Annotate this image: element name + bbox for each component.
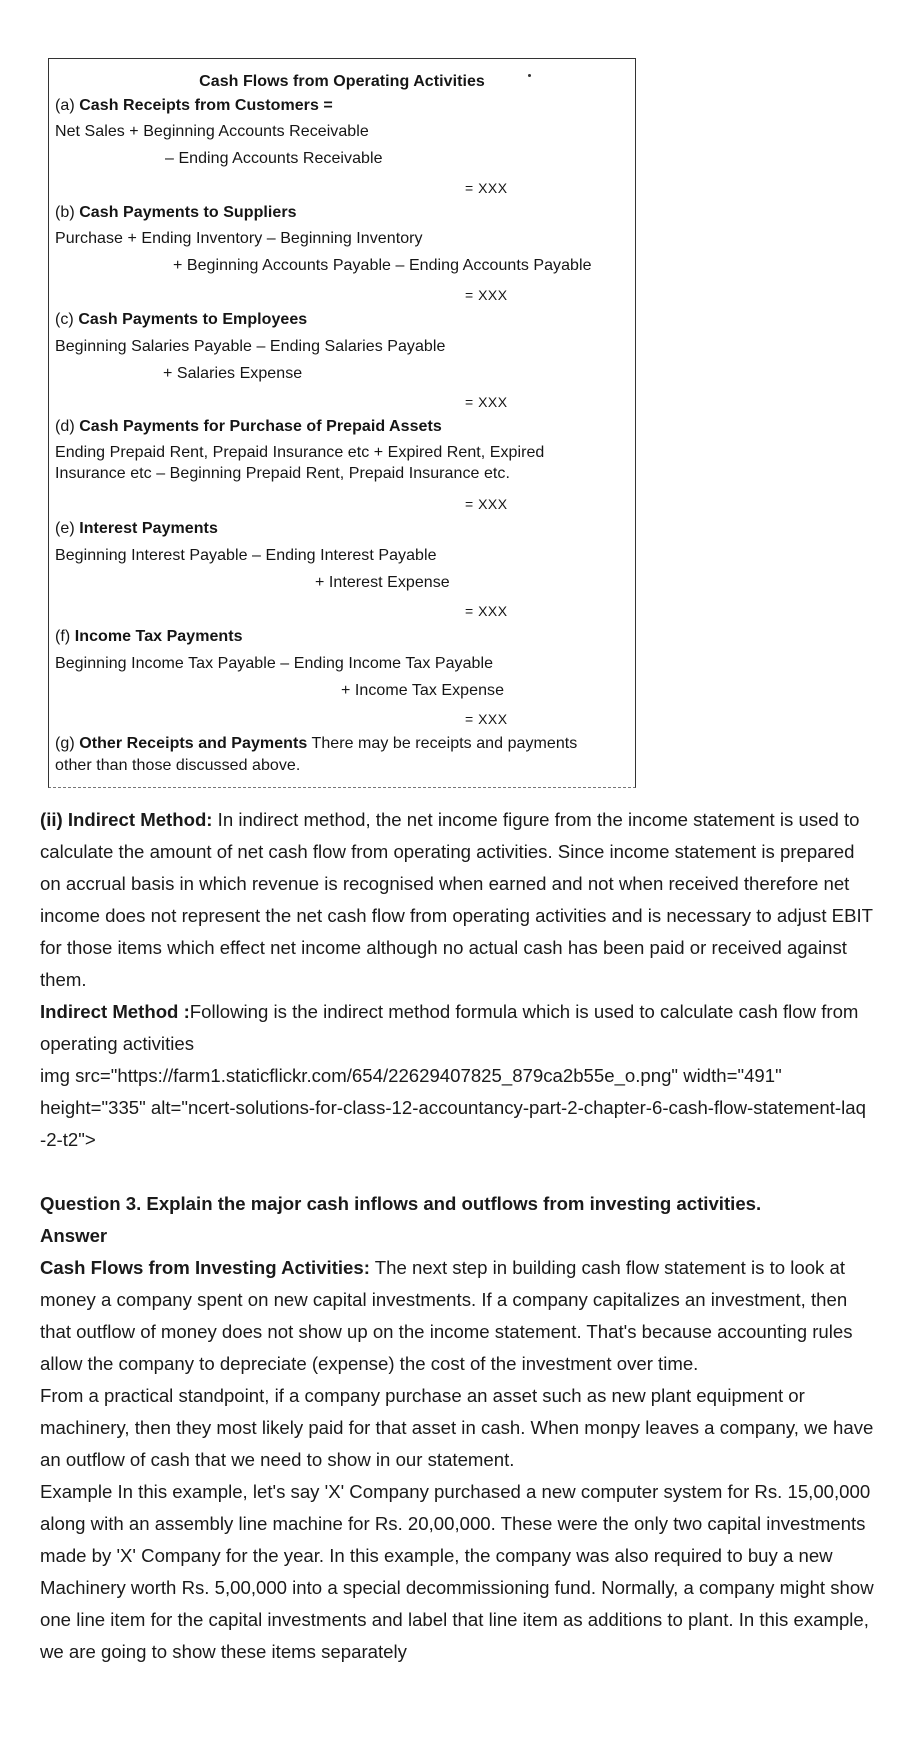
section-c-prefix: (c) <box>55 311 79 328</box>
section-f-result: = XXX <box>465 711 508 727</box>
indirect-method-paragraph <box>40 804 876 996</box>
example-paragraph: Example In this example, let's say 'X' Company purchased a new computer system for Rs. 15,00,000 along with an assembly line machine for Rs. 20,00,000. These were the only two capital investments made by 'X' Company for the year. In this example, the company was also required to buy a new Machinery worth Rs. 5,00,000 into a special decommissioning fund. Normally, a company might show one line item for the capital investments and label that line item as additions to plant. In this example, we are going to show these items separately <box>40 1481 874 1662</box>
section-g-text: There may be receipts and payments <box>307 735 578 752</box>
section-e-line-2: + Interest Expense <box>315 574 450 591</box>
section-g-title: Other Receipts and Payments <box>79 735 308 752</box>
section-d-line-1: Ending Prepaid Rent, Prepaid Insurance etc + Expired Rent, Expired <box>55 444 545 461</box>
section-g-line-1 <box>55 735 577 753</box>
section-d-line-2: Insurance etc – Beginning Prepaid Rent, Prepaid Insurance etc. <box>55 465 510 482</box>
section-a-line-2: – Ending Accounts Receivable <box>165 150 383 167</box>
section-e-heading <box>55 520 218 538</box>
section-a-heading <box>55 97 333 115</box>
section-f-prefix: (f) <box>55 628 75 645</box>
section-f-heading <box>55 628 243 646</box>
section-b-result: = XXX <box>465 287 508 303</box>
section-c-heading <box>55 311 307 329</box>
article-body <box>40 804 876 1668</box>
section-d-heading <box>55 418 442 436</box>
section-c-line-2: + Salaries Expense <box>163 365 303 382</box>
figure-title: Cash Flows from Operating Activities <box>199 73 485 90</box>
section-c-result: = XXX <box>465 394 508 410</box>
broken-image-tag-text: img src="https://farm1.staticflickr.com/654/22629407825_879ca2b55e_o.png" width="491" height="335" alt="ncert-solutions-for-class-12-accountancy-part-2-chapter-6-cash-flow-statement-laq -2-t2"> <box>40 1065 866 1150</box>
section-f-line-2: + Income Tax Expense <box>341 682 505 699</box>
section-e-line-1: Beginning Interest Payable – Ending Interest Payable <box>55 547 437 564</box>
indirect-formula-text: Following is the indirect method formula which is used to calculate cash flow from operating activities <box>40 1001 859 1054</box>
section-b-line-2: + Beginning Accounts Payable – Ending Accounts Payable <box>173 257 592 274</box>
section-b-line-1: Purchase + Ending Inventory – Beginning Inventory <box>55 230 423 247</box>
section-d-prefix: (d) <box>55 418 80 435</box>
section-d-result: = XXX <box>465 496 508 512</box>
section-g-prefix: (g) <box>55 735 80 752</box>
section-a-result: = XXX <box>465 180 508 196</box>
investing-activities-label: Cash Flows from Investing Activities: <box>40 1257 370 1278</box>
section-a-prefix: (a) <box>55 97 80 114</box>
section-a-line-1: Net Sales + Beginning Accounts Receivable <box>55 123 369 140</box>
section-e-result: = XXX <box>465 603 508 619</box>
question-3-heading: Question 3. Explain the major cash inflows and outflows from investing activities. <box>40 1193 762 1214</box>
operating-activities-figure <box>48 58 636 788</box>
section-a-title: Cash Receipts from Customers = <box>79 97 333 114</box>
section-c-title: Cash Payments to Employees <box>78 311 308 328</box>
section-e-prefix: (e) <box>55 520 80 537</box>
indirect-method-label: (ii) Indirect Method: <box>40 809 213 830</box>
practical-standpoint-paragraph: From a practical standpoint, if a company purchase an asset such as new plant equipment or machinery, then they most likely paid for that asset in cash. When monpy leaves a company, we have an outflow of cash that we need to show in our statement. <box>40 1385 874 1470</box>
section-c-line-1: Beginning Salaries Payable – Ending Salaries Payable <box>55 338 446 355</box>
section-g-line-2: other than those discussed above. <box>55 757 301 774</box>
section-f-title: Income Tax Payments <box>74 628 243 645</box>
investing-activities-paragraph <box>40 1252 876 1380</box>
section-b-heading <box>55 204 297 222</box>
section-f-line-1: Beginning Income Tax Payable – Ending Income Tax Payable <box>55 655 494 672</box>
section-d-title: Cash Payments for Purchase of Prepaid Assets <box>79 418 442 435</box>
scan-speck <box>528 74 531 77</box>
section-e-title: Interest Payments <box>79 520 218 537</box>
investing-activities-text: The next step in building cash flow statement is to look at money a company spent on new capital investments. If a company capitalizes an investment, then that outflow of money does not show up on the income statement. That's because accounting rules allow the company to depreciate (expense) the cost of the investment over time. <box>40 1257 853 1374</box>
indirect-formula-label: Indirect Method : <box>40 1001 190 1022</box>
indirect-method-text: In indirect method, the net income figure from the income statement is used to calculate the amount of net cash flow from operating activities. Since income statement is prepared on accrual basis in which revenue is recognised when earned and not when received therefore net income does not represent the net cash flow from operating activities and is necessary to adjust EBIT for those items which effect net income although no actual cash has been paid or received against them. <box>40 809 873 990</box>
section-b-title: Cash Payments to Suppliers <box>79 204 297 221</box>
section-b-prefix: (b) <box>55 204 80 221</box>
answer-label: Answer <box>40 1225 108 1246</box>
indirect-formula-paragraph <box>40 996 876 1060</box>
